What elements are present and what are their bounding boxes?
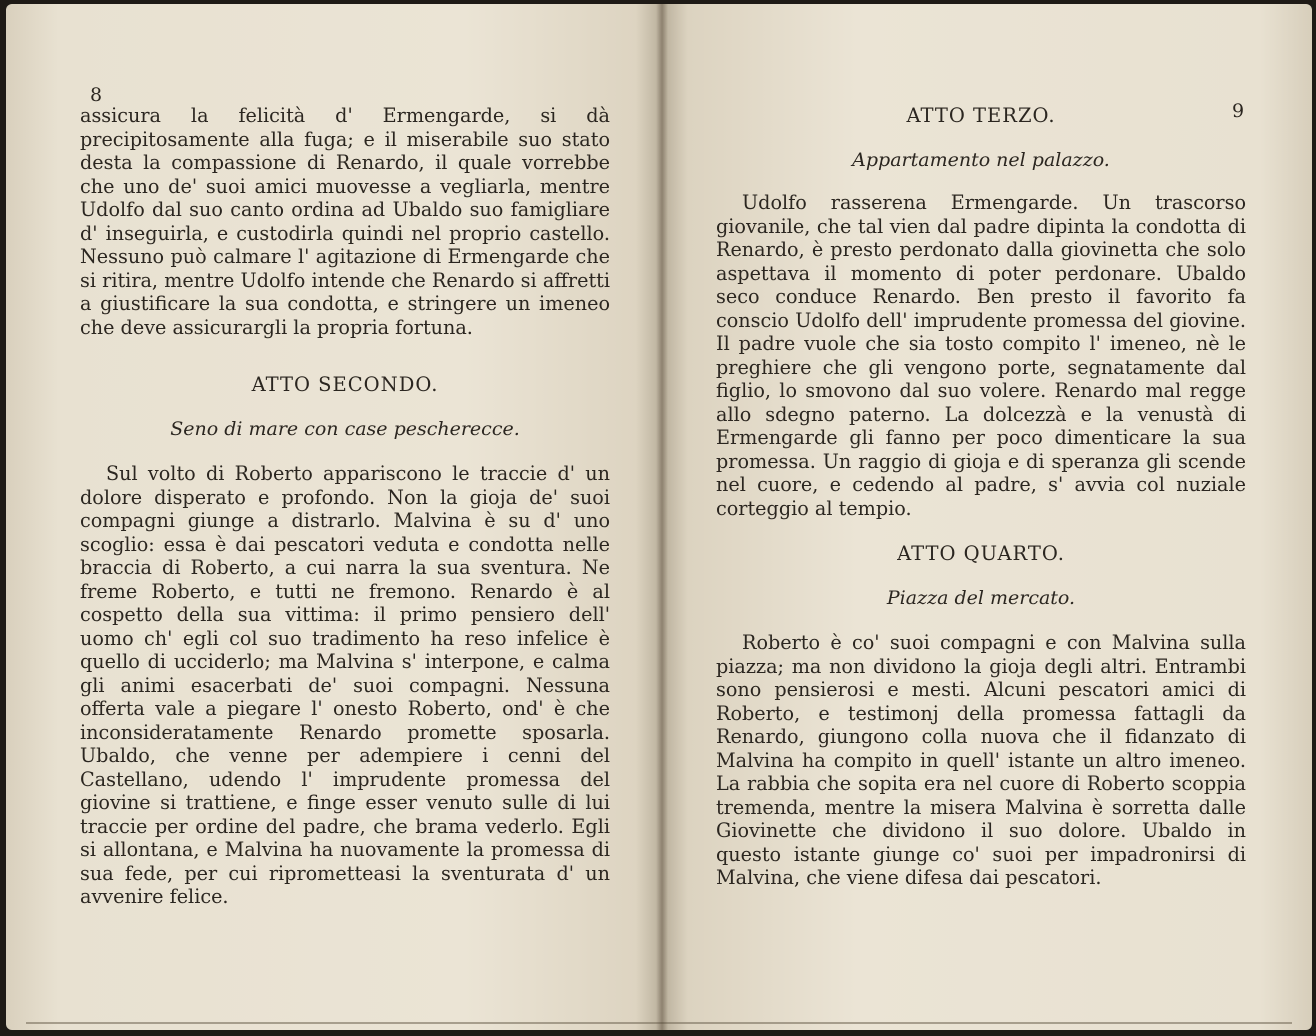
act-three-scene: Appartamento nel palazzo. bbox=[852, 149, 1110, 171]
left-text-column bbox=[80, 104, 610, 909]
act-two-scene: Seno di mare con case pescherecce. bbox=[170, 418, 520, 440]
book-gutter bbox=[656, 4, 668, 1030]
act-four-title: ATTO QUARTO. bbox=[897, 542, 1065, 565]
act-three-title: ATTO TERZO. bbox=[906, 104, 1056, 127]
right-text-column bbox=[716, 104, 1246, 890]
act-three-paragraph: Udolfo rasserena Ermengarde. Un trascorso giovanile, che tal vien dal padre dipinta la condotta di Renardo, è presto perdonato dalla giovinetta che solo aspettava il momento di poter perdonare. Ubaldo seco conduce Renardo. Ben presto il favorito fa conscio Udolfo dell' imprudente promessa del giovine. Il padre vuole che sia tosto compito l' imeneo, nè le preghiere che gli vengono porte, segnatamente dal figlio, lo smovono dal suo volere. Renardo mal regge allo sdegno paterno. La dolcezzà e la venustà di Ermengarde gli fanno per poco dimenticare la sua promessa. Un raggio di gioja e di speranza gli scende nel cuore, e cedendo al padre, s' avvia col nuziale corteggio al tempio. bbox=[716, 191, 1246, 520]
act-two-title: ATTO SECONDO. bbox=[251, 373, 439, 396]
right-page-edge bbox=[662, 1022, 1292, 1024]
act-four-scene: Piazza del mercato. bbox=[886, 587, 1076, 609]
left-page bbox=[6, 4, 662, 1030]
right-page bbox=[662, 4, 1312, 1030]
left-intro-paragraph: assicura la felicità d' Ermengarde, si dà precipitosamente alla fuga; e il miserabile suo stato desta la compassione di Renardo, il quale vorrebbe che uno de' suoi amici muovesse a vegliarla, mentre Udolfo dal suo canto ordina ad Ubaldo suo famigliare d' inseguirla, e custodirla quindi nel proprio castello. Nessuno può calmare l' agitazione di Ermengarde che si ritira, mentre Udolfo intende che Renardo si affretti a giustificare la sua condotta, e stringere un imeneo che deve assicurargli la propria fortuna. bbox=[80, 104, 610, 339]
act-two-paragraph: Sul volto di Roberto appariscono le traccie d' un dolore disperato e profondo. Non la gioja de' suoi compagni giunge a distrarlo. Malvina è su d' uno scoglio: essa è dai pescatori veduta e condotta nelle braccia di Roberto, a cui narra la sua sventura. Ne freme Roberto, e tutti ne fremono. Renardo è al cospetto della sua vittima: il primo pensiero dell' uomo ch' egli col suo tradimento ha reso infelice è quello di ucciderlo; ma Malvina s' interpone, e calma gli animi esacerbati de' suoi compagni. Nessuna offerta vale a piegare l' onesto Roberto, ond' è che inconsideratamente Renardo promette sposarla. Ubaldo, che venne per adempiere i cenni del Castellano, udendo l' imprudente promessa del giovine si trattiene, e finge esser venuto sulle di lui traccie per ordine del padre, che brama vederlo. Egli si allontana, e Malvina ha nuovamente la promessa di sua fede, per cui riprometteasi la sventurata d' un avvenire felice. bbox=[80, 462, 610, 908]
page-number-left: 8 bbox=[90, 84, 103, 106]
page-number-right: 9 bbox=[1232, 100, 1245, 122]
left-page-edge bbox=[26, 1022, 662, 1024]
act-four-paragraph: Roberto è co' suoi compagni e con Malvina sulla piazza; ma non dividono la gioja degli altri. Entrambi sono pensierosi e mesti. Alcuni pescatori amici di Roberto, e testimonj della promessa fattagli da Renardo, giungono colla nuova che il fidanzato di Malvina ha compito in quell' istante un altro imeneo. La rabbia che sopita era nel cuore di Roberto scoppia tremenda, mentre la misera Malvina è sorretta dalle Giovinette che dividono il suo dolore. Ubaldo in questo istante giunge co' suoi per impadronirsi di Malvina, che viene difesa dai pescatori. bbox=[716, 631, 1246, 889]
